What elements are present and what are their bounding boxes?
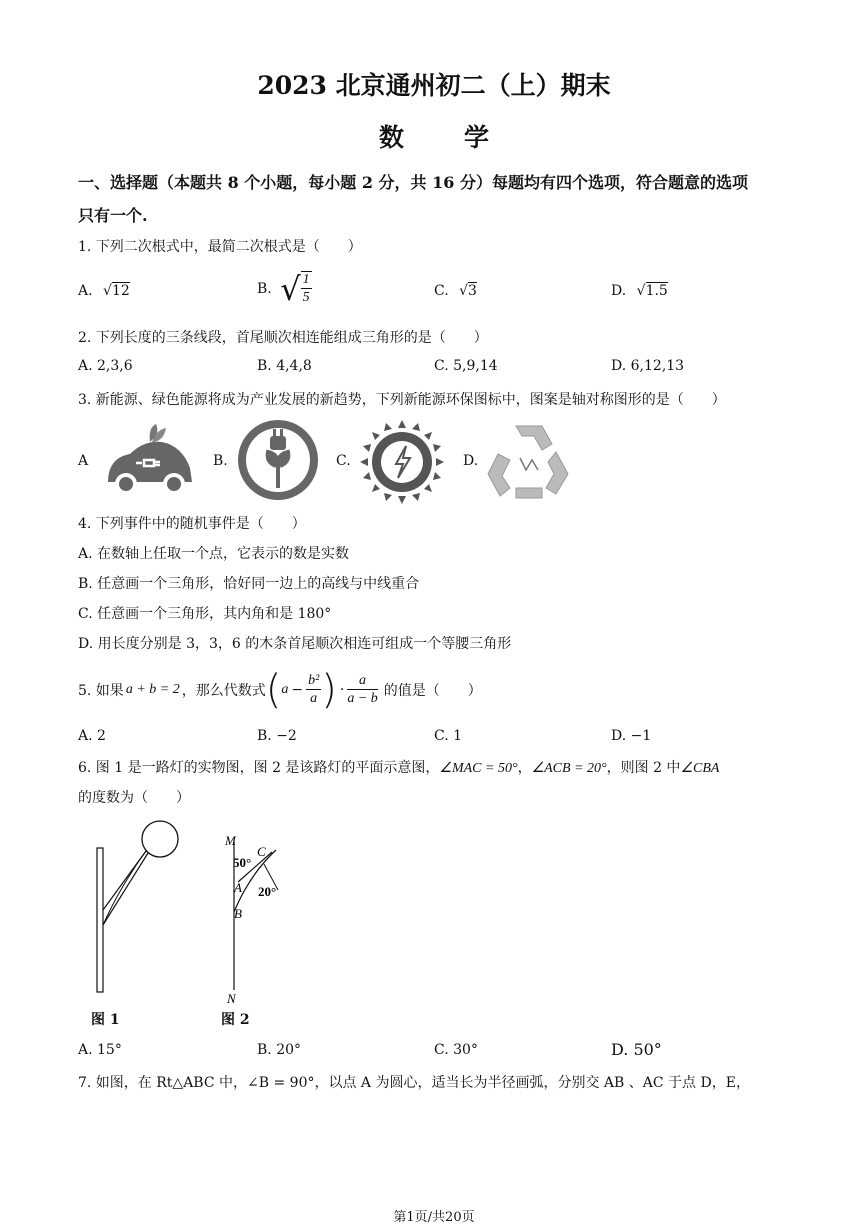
q6-option-a-label: A. [78,1042,93,1058]
q5-option-b-value: −2 [276,728,297,744]
q6-stem-line2: 的度数为（ ） [78,790,190,806]
q1-option-d: D. √1.5 [611,283,668,299]
subject-char-2: 学 [464,123,490,152]
q6-stem-line1-b: ，则图 2 中 [606,760,681,776]
q5-option-d-value: −1 [630,728,652,744]
q5-option-a [78,728,106,744]
q6-angle1: ∠MAC = 50° [439,761,518,776]
q5-option-a-value: 2 [97,728,106,744]
fig2-label-a: A [234,880,242,895]
section-heading-line1: 一、选择题（本题共 8 个小题，每小题 2 分，共 16 分）每题均有四个选项，符合题意的选项 [78,173,748,192]
q5-option-c [434,728,462,744]
q6-stem-line1-a: 6. 图 1 是一路灯的实物图，图 2 是该路灯的平面示意图， [78,760,440,776]
q6-option-b-label: B. [257,1042,272,1058]
q5-frac1-num: b² [308,672,320,688]
q2-option-a-value: 2,3,6 [97,358,133,374]
figure2-diagram [220,830,300,1008]
q2-stem: 2. 下列长度的三条线段，首尾顺次相连能组成三角形的是（ ） [78,330,488,346]
q2-option-d [611,358,684,374]
q5-option-c-value: 1 [453,728,463,744]
q2-option-c-label: C. [434,358,449,374]
q6-sep: ， [517,760,532,776]
solar-lightning-icon [360,420,444,504]
q6-option-d-label: D. [611,1040,629,1059]
q5-option-d-label: D. [611,728,627,744]
fig2-label-m: M [225,833,236,848]
q1-stem: 1. 下列二次根式中，最简二次根式是（ ） [78,239,362,255]
fig2-label-b: B [234,906,242,921]
q1-option-c-label: C. [434,283,449,299]
q2-option-a-label: A. [78,358,93,374]
q5-frac1-den: a [310,690,318,706]
q6-option-d-value: 50° [633,1040,662,1059]
plug-plant-icon [236,418,320,502]
fig2-label-angle50: 50° [233,855,252,870]
subject-title [0,118,868,154]
q4-option-a: A. 在数轴上任取一个点，它表示的数是实数 [78,546,350,562]
q6-option-b-value: 20° [276,1042,302,1058]
fig2-label-c: C [257,844,266,859]
q4-stem: 4. 下列事件中的随机事件是（ ） [78,516,306,532]
fig2-label-n: N [227,991,236,1006]
q5-option-b [257,728,297,744]
q2-option-d-value: 6,12,13 [630,358,685,374]
q1-option-d-label: D. [611,283,627,299]
q5-frac2-num: a [347,673,377,690]
q5-stem-mid: ，那么代数式 [181,683,266,699]
q4-option-b: B. 任意画一个三角形，恰好同一边上的高线与中线重合 [78,576,420,592]
q6-option-c-label: C. [434,1042,449,1058]
q5-option-b-label: B. [257,728,272,744]
q1-option-d-radicand: 1.5 [645,283,668,299]
q1-option-a-label: A. [78,283,93,299]
figure1-street-lamp [90,815,190,1000]
q6-option-a-value: 15° [97,1042,122,1058]
q1-option-a: A. √12 [78,283,130,299]
q2-option-b-label: B. [257,358,272,374]
subject-char-1: 数 [378,123,404,152]
q2-option-c [434,358,498,374]
q2-option-a [78,358,133,374]
q1-option-c-radicand: 3 [468,283,477,299]
q6-option-d [611,1040,662,1059]
q6-option-a [78,1042,122,1058]
q6-angle3: ∠CBA [680,761,720,776]
q5-expr-a: a [281,682,289,697]
fig2-label-angle20: 20° [258,884,277,899]
q5-stem-prefix: 5. 如果 [78,683,124,699]
recycle-icon [486,418,570,502]
q2-option-b-value: 4,4,8 [276,358,312,374]
q6-option-c-value: 30° [453,1042,478,1058]
q1-option-b-den: 5 [302,290,310,305]
electric-car-icon [104,420,196,500]
figure1-caption: 图 1 [91,1012,120,1028]
page-title: 2023 北京通州初二（上）期末 [257,71,611,100]
q6-option-c [434,1042,478,1058]
q5-frac2-den: a − b [347,690,378,706]
q2-option-c-value: 5,9,14 [453,358,498,374]
q5-condition: a + b = 2 [125,682,180,697]
q1-option-b-label: B. [257,281,272,297]
q7-stem: 7. 如图，在 Rt△ABC 中，∠B = 90°，以点 A 为圆心，适当长为半径画弧，分别交 AB 、AC 于点 D，E， [78,1075,750,1091]
q3-stem: 3. 新能源、绿色能源将成为产业发展的新趋势，下列新能源环保图标中，图案是轴对称图形的是（ ） [78,392,726,408]
q5-option-a-label: A. [78,728,93,744]
q1-option-a-radicand: 12 [111,283,130,299]
q3-label-b: B. [213,453,228,469]
q6-angle2: ∠ACB = 20° [531,761,607,776]
q6-option-b [257,1042,301,1058]
q3-label-c: C. [336,453,351,469]
q2-option-d-label: D. [611,358,627,374]
q5-stem: 5. 如果 a + b = 2 ，那么代数式 ( a − $\frac{\text{b²}}{a}$ ) · $\frac{a}{a - b}$ 的值是（ ） [78,667,482,713]
q3-label-a: A [78,453,89,469]
q5-dot: · [339,682,345,698]
q6-stem-line1 [78,757,719,777]
q5-expr-minus: − [291,682,304,698]
q4-option-c: C. 任意画一个三角形，其内角和是 180° [78,606,332,622]
section-heading-line2: 只有一个. [78,206,148,225]
q3-label-d: D. [463,453,479,469]
q5-option-c-label: C. [434,728,449,744]
q1-option-c: C. √3 [434,283,477,299]
q5-option-d [611,728,651,744]
q1-option-b: B. √ $\frac{1}{5}$ [257,270,310,308]
q5-stem-suffix: 的值是（ ） [383,683,482,699]
page-footer: 第1页/共20页 [393,1210,475,1225]
q4-option-d: D. 用长度分别是 3，3，6 的木条首尾顺次相连可组成一个等腰三角形 [78,636,512,652]
q2-option-b [257,358,312,374]
q1-option-b-num: 1 [302,272,310,287]
figure2-caption: 图 2 [221,1012,250,1028]
